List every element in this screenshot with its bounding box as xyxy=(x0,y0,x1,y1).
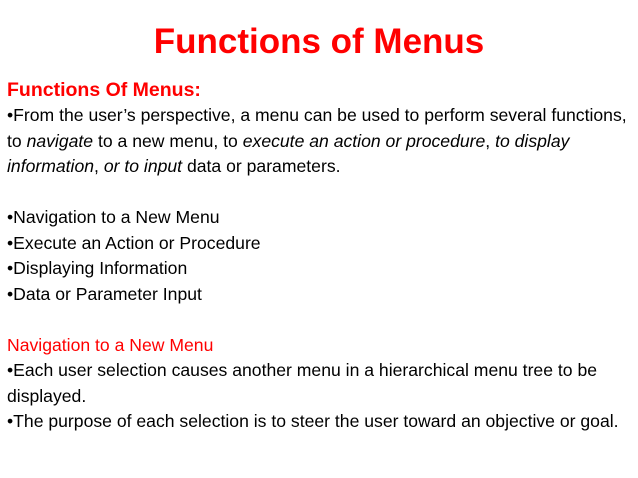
intro-text-2: to a new menu, to xyxy=(93,130,243,151)
slide-title: Functions of Menus xyxy=(153,22,485,61)
intro-text-5: data or parameters. xyxy=(182,156,341,176)
intro-text-3: , xyxy=(485,130,496,151)
intro-text-4: , xyxy=(94,156,104,176)
bullet-item: •Displaying Information xyxy=(7,258,188,278)
slide-body xyxy=(7,77,633,435)
intro-display: to display information xyxy=(7,130,570,176)
subsection-heading: Navigation to a New Menu xyxy=(7,334,214,355)
spacer xyxy=(7,307,633,333)
section-heading: Functions Of Menus: xyxy=(7,79,201,101)
intro-paragraph xyxy=(7,103,633,180)
intro-navigate: navigate xyxy=(26,130,94,151)
bullet-item: •Data or Parameter Input xyxy=(7,283,202,304)
bullet-item: •Execute an Action or Procedure xyxy=(7,232,261,253)
intro-execute: execute an action or procedure xyxy=(242,130,486,151)
bullet-item: •Navigation to a New Menu xyxy=(7,207,220,227)
intro-input: or to input xyxy=(103,156,183,176)
spacer xyxy=(7,180,633,206)
intro-text-1: •From the user’s perspective, a menu can be used to perform several functions, to xyxy=(7,105,627,151)
nav-point: •Each user selection causes another menu in a hierarchical menu tree to be displayed. xyxy=(7,360,598,406)
nav-point: •The purpose of each selection is to steer the user toward an objective or goal. xyxy=(7,411,619,431)
